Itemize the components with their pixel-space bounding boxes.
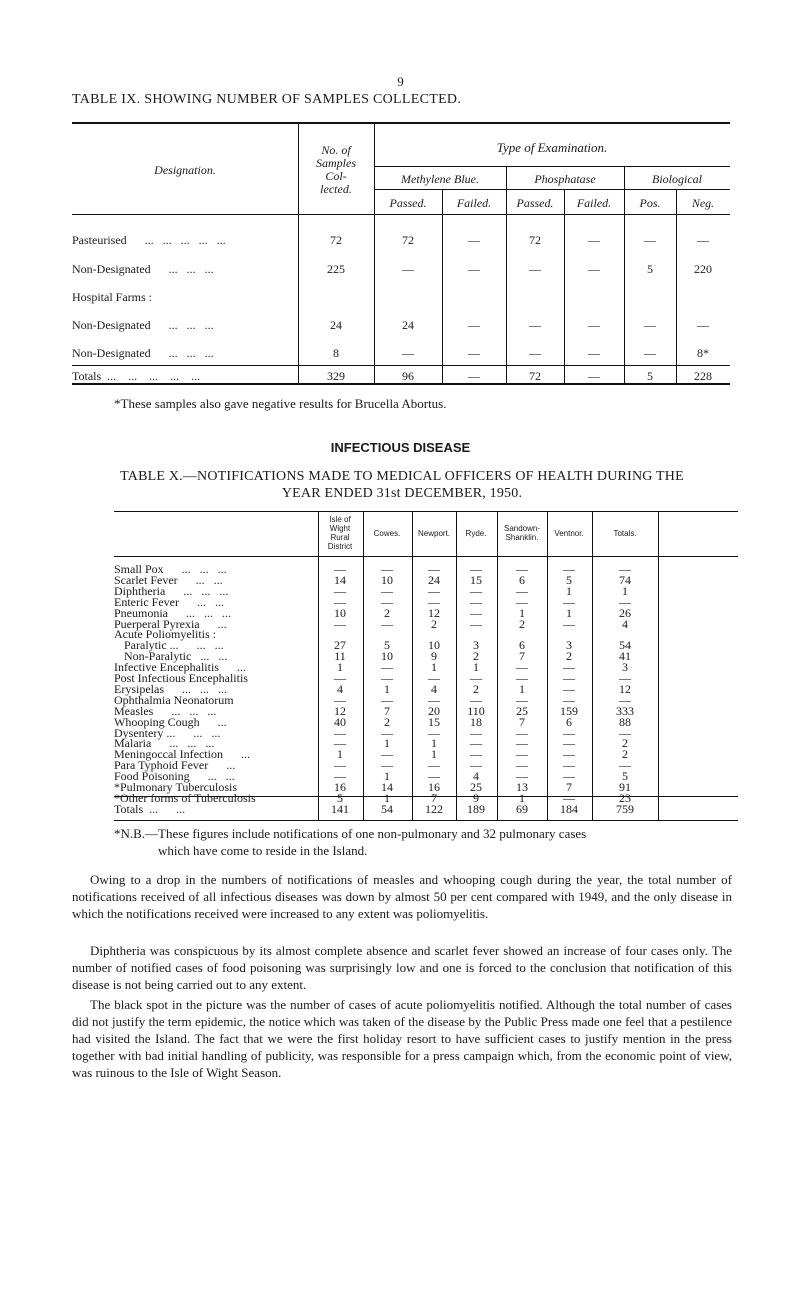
table9-row-cell: — (529, 346, 541, 360)
table10-row-cell: — (428, 671, 440, 685)
table9-row-cell: — (697, 318, 709, 332)
table9-footnote: *These samples also gave negative results for Brucella Abortus. (114, 396, 447, 411)
table10-row-cell: 15 (470, 572, 482, 587)
table10-row-cell: — (470, 605, 482, 620)
table10-note: *N.B.—These figures include notifications of one non-pulmonary and 32 pulmonary cases which have come to reside in the Island. (114, 826, 587, 858)
table10-row-label: Scarlet Fever ... ... (114, 572, 223, 587)
table10-vrule (318, 511, 319, 821)
table9-row-cell: — (468, 233, 480, 247)
table10-row-cell: 12 (619, 681, 631, 696)
table10-row-cell: 15 (428, 714, 440, 729)
table10-row-cell: — (470, 692, 482, 707)
table10-row-cell: 333 (616, 703, 634, 718)
table10-row-cell: 6 (519, 638, 525, 653)
table10-row-label: *Other forms of Tuberculosis (114, 790, 256, 805)
table10-totals-cell: 122 (425, 802, 443, 816)
table10-row-cell: — (516, 725, 528, 740)
table10-row-cell: — (563, 736, 575, 751)
table10-row-cell: 12 (334, 703, 346, 718)
table10-row-cell: 11 (334, 649, 346, 664)
table10-row-cell: 10 (428, 638, 440, 653)
table10-row-cell: — (563, 681, 575, 696)
table10-row-cell: 1 (566, 583, 572, 598)
table10-row-label: Para Typhoid Fever ... (114, 758, 236, 773)
table10-row-cell: — (334, 583, 346, 598)
table9-row-cell: — (468, 318, 480, 332)
table10-vrule (497, 511, 498, 821)
table9-vrule (676, 189, 677, 384)
table10-row-cell: 7 (519, 714, 525, 729)
table10-totals-cell: 141 (331, 802, 349, 816)
table10-row-cell: 9 (473, 790, 479, 805)
table9-top-rule (72, 122, 730, 124)
table10-row-cell: — (563, 790, 575, 805)
table10-row-cell: 1 (337, 747, 343, 762)
methylene-blue-header: Methylene Blue. (401, 172, 479, 186)
table10-row-cell: — (516, 583, 528, 598)
table9-row-cell: 225 (327, 262, 345, 276)
table10-row-label: Infective Encephalitis ... (114, 660, 246, 675)
table10-row-cell: — (516, 692, 528, 707)
table9-row-cell: — (588, 262, 600, 276)
table9-totals-cell: — (588, 369, 600, 383)
table10-row-cell: 25 (516, 703, 528, 718)
samples-header: No. of Samples Col- lected. (316, 143, 356, 196)
table10-row-cell: 18 (470, 714, 482, 729)
table10-row-label: Pneumonia ... ... ... (114, 605, 231, 620)
table9-title: TABLE IX. SHOWING NUMBER OF SAMPLES COLLECTED. (72, 92, 462, 107)
table10-row-label: Erysipelas ... ... ... (114, 681, 227, 696)
table10-row-cell: — (334, 725, 346, 740)
table10-row-cell: 7 (566, 780, 572, 794)
table10-row-cell: 40 (334, 714, 346, 729)
table10-row-cell: 1 (519, 605, 525, 620)
table10-row-cell: 41 (619, 649, 631, 664)
table10-row-label: Whooping Cough ... (114, 714, 227, 729)
table9-row-label: Pasteurised ... ... ... ... ... (72, 233, 226, 247)
table10-vrule (658, 511, 659, 821)
table10-vrule (363, 511, 364, 821)
phosphatase-header: Phosphatase (534, 172, 596, 186)
table10-row-cell: 3 (473, 638, 479, 653)
table9-row-cell: 5 (647, 262, 653, 276)
table10-totals-cell: 69 (516, 802, 528, 816)
table10-row-cell: — (516, 671, 528, 685)
table10-row-cell: — (381, 747, 393, 762)
table10-row-cell: — (470, 583, 482, 598)
table10-row-cell: 110 (467, 703, 485, 718)
table10-row-cell: — (334, 594, 346, 609)
table10-row-label: Ophthalmia Neonatorum (114, 692, 234, 707)
designation-header: Designation. (154, 163, 216, 177)
table10-title: TABLE X.—NOTIFICATIONS MADE TO MEDICAL OFFICERS OF HEALTH DURING THE YEAR ENDED 31st DECEMBER, 1950. (120, 469, 684, 501)
table10-row-cell: 14 (381, 780, 393, 794)
table10-row-cell: — (334, 616, 346, 631)
table10-row-cell: 4 (431, 681, 437, 696)
table10-row-cell: — (381, 594, 393, 609)
table10-row-cell: 10 (381, 649, 393, 664)
bio-neg-header: Neg. (691, 196, 715, 210)
table10-row-cell: — (334, 769, 346, 784)
table10-row-cell: — (516, 594, 528, 609)
table9-totals-cell: 5 (647, 369, 653, 383)
table10-row-cell: — (381, 758, 393, 773)
table10-row-cell: 4 (337, 681, 343, 696)
table10-row-cell: — (470, 736, 482, 751)
table9-totals-cell: 228 (694, 369, 712, 383)
table9-row-cell: 8* (697, 346, 709, 360)
table10-row-cell: — (516, 758, 528, 773)
table10-row-label: Enteric Fever ... ... (114, 594, 224, 609)
table10-row-cell: 24 (428, 572, 440, 587)
table9-row-label: Hospital Farms : (72, 290, 152, 304)
table9-row-label: Non-Designated ... ... ... (72, 346, 214, 360)
table10-column-header: Newport. (417, 528, 450, 538)
table10-row-cell: — (563, 616, 575, 631)
table10-row-cell: 1 (431, 736, 437, 751)
table10-row-cell: — (381, 616, 393, 631)
table10-row-cell: — (428, 594, 440, 609)
table9-vrule (374, 124, 375, 384)
table10-row-cell: 9 (431, 649, 437, 664)
table10-row-cell: 88 (619, 714, 631, 729)
table10-row-cell: 5 (566, 572, 572, 587)
table9-row-cell: 220 (694, 262, 712, 276)
paragraph-3: The black spot in the picture was the number of cases of acute poliomyelitis notified. Although the total number of cases did not justify the term epidemic, the notice which was taken of the disease by the Public Press made one feel that a pestilence had visited the Island. The fact that we were the first holiday resort to have sufficient cases to justify mention in the press together with bad initial handling of publicity, was responsible for a press campaign which, from the economic point of view, was ruinous to the Isle of Wight Season. (72, 997, 732, 1080)
table10-vrule (592, 511, 593, 821)
table10-row-cell: 26 (619, 605, 631, 620)
table9-row-label: Non-Designated ... ... ... (72, 262, 214, 276)
table10-row-cell: — (428, 758, 440, 773)
table9-row-cell: 72 (529, 233, 541, 247)
table10-row-cell: 2 (473, 649, 479, 664)
ph-passed-header: Passed. (516, 196, 554, 210)
table10-row-cell: 74 (619, 572, 631, 587)
table10-column-header: Isle of Wight Rural District (327, 515, 353, 551)
table10-row-label: Malaria ... ... ... (114, 736, 215, 751)
table10-row-cell: — (428, 583, 440, 598)
table10-row-cell: — (563, 747, 575, 762)
table9-totals-cell: — (468, 369, 480, 383)
table10-row-cell: — (334, 562, 346, 576)
table10-row-cell: 12 (428, 605, 440, 620)
table10-row-label: Diphtheria ... ... ... (114, 583, 229, 598)
table10-column-header: Cowes. (373, 528, 401, 538)
paragraph-2: Diphtheria was conspicuous by its almost complete absence and scarlet fever showed an increase of four cases only. The number of notified cases of food poisoning was surprisingly low and one is forced to the conclusion that notification of this disease is not being carried out to any extent. (72, 943, 732, 992)
table10-row-cell: — (619, 758, 631, 773)
table10-row-cell: 25 (470, 780, 482, 794)
table10-column-header: Ventnor. (554, 528, 584, 538)
table9-row-cell: — (529, 318, 541, 332)
table9-hrule (374, 166, 730, 167)
table10-row-cell: 4 (473, 769, 479, 784)
table10-row-label: Post Infectious Encephalitis (114, 671, 248, 685)
table10-row-cell: 4 (622, 616, 628, 631)
table10-row-label: Paralytic ... ... ... (124, 638, 224, 653)
table9-row-cell: 72 (402, 233, 414, 247)
table10-row-cell: — (516, 562, 528, 576)
table10-row-cell: — (470, 562, 482, 576)
table10-row-label: Dysentery ... ... ... (114, 725, 221, 740)
table10-row-cell: — (381, 583, 393, 598)
table9-totals-label: Totals ... ... ... ... ... (72, 369, 201, 383)
table10-row-cell: — (470, 747, 482, 762)
table10-totals-cell: 189 (467, 802, 485, 816)
table10-row-cell: — (470, 594, 482, 609)
type-of-examination-header: Type of Examination. (496, 140, 608, 155)
table10-totals-cell: 184 (560, 802, 578, 816)
table9-row-cell: — (402, 262, 414, 276)
table10-row-label: Non-Paralytic ... ... (124, 649, 228, 664)
table10-row-cell: — (381, 692, 393, 707)
table10-row-cell: — (334, 758, 346, 773)
table10-row-cell: 1 (384, 769, 390, 784)
table10-row-cell: 20 (428, 703, 440, 718)
table10-row-cell: — (381, 660, 393, 675)
table9-totals-cell: 329 (327, 369, 345, 383)
biological-header: Biological (652, 172, 702, 186)
table10-row-cell: — (334, 671, 346, 685)
table9-row-cell: — (588, 346, 600, 360)
table10-row-cell: — (428, 725, 440, 740)
table10-row-cell: — (563, 671, 575, 685)
table9-row-cell: 72 (330, 233, 342, 247)
table9-row-cell: 8 (333, 346, 339, 360)
table10-row-cell: 2 (622, 736, 628, 751)
table9-row-cell: — (588, 318, 600, 332)
page-number: 9 (397, 74, 404, 89)
table10-row-cell: 16 (428, 780, 440, 794)
infectious-disease-heading: INFECTIOUS DISEASE (330, 440, 471, 455)
table10-header-rule (114, 556, 738, 557)
table10-row-cell: 7 (519, 649, 525, 664)
table10-row-cell: — (619, 562, 631, 576)
mb-passed-header: Passed. (389, 196, 427, 210)
table10-row-cell: 1 (384, 790, 390, 805)
table10-column-header: Sandown- Shanklin. (503, 524, 541, 542)
table10-row-cell: 1 (431, 660, 437, 675)
table9-header-rule (72, 214, 730, 215)
table10-totals-cell: 54 (381, 802, 393, 816)
table10-row-cell: 1 (384, 681, 390, 696)
table9-row-cell: — (588, 233, 600, 247)
table10-row-cell: — (619, 725, 631, 740)
table9-totals-cell: 72 (529, 369, 541, 383)
table10-row-cell: 1 (473, 660, 479, 675)
table9-row-cell: — (644, 346, 656, 360)
table9-row-cell: — (644, 318, 656, 332)
table10-row-cell: 91 (619, 780, 631, 794)
table10-row-cell: — (334, 736, 346, 751)
table10-row-cell: — (381, 671, 393, 685)
table10-row-cell: 3 (566, 638, 572, 653)
table10-row-cell: — (516, 660, 528, 675)
table10-top-rule (114, 511, 738, 512)
table10-row-cell: 3 (622, 660, 628, 675)
table10-row-label: Acute Poliomyelitis : (114, 627, 216, 642)
table10-row-cell: 159 (560, 703, 578, 718)
table10-row-cell: 10 (334, 605, 346, 620)
table10-row-cell: — (470, 758, 482, 773)
table10-row-cell: — (381, 562, 393, 576)
table10-row-cell: — (428, 562, 440, 576)
table10-row-cell: 7 (384, 703, 390, 718)
table9-vrule (442, 189, 443, 384)
table10-row-cell: 1 (519, 681, 525, 696)
table10-vrule (547, 511, 548, 821)
table9-row-cell: — (468, 346, 480, 360)
table10-row-cell: 2 (473, 681, 479, 696)
table9-row-cell: — (697, 233, 709, 247)
table10-row-label: Small Pox ... ... ... (114, 562, 227, 576)
table10-row-cell: 54 (619, 638, 631, 653)
table10-row-cell: 1 (566, 605, 572, 620)
table10-row-cell: — (470, 671, 482, 685)
table9-row-cell: 24 (402, 318, 414, 332)
table10-row-cell: 16 (334, 780, 346, 794)
table10-row-label: Meningoccal Infection ... (114, 747, 250, 762)
table10-row-cell: — (334, 692, 346, 707)
table10-row-cell: 1 (519, 790, 525, 805)
table10-row-cell: 1 (622, 583, 628, 598)
table10-vrule (412, 511, 413, 821)
table10-row-cell: 7 (431, 790, 437, 805)
table10-row-cell: 23 (619, 790, 631, 805)
table10-row-cell: 2 (566, 649, 572, 664)
table9-totals-rule (72, 365, 730, 366)
table10-row-cell: — (428, 692, 440, 707)
table10-column-header: Totals. (613, 528, 637, 538)
table9-row-cell: — (644, 233, 656, 247)
table10-row-cell: — (563, 758, 575, 773)
mb-failed-header: Failed. (456, 196, 492, 210)
table10-row-cell: 2 (384, 714, 390, 729)
table10-row-label: Measles ... ... ... (114, 703, 217, 718)
table10-row-cell: — (563, 769, 575, 784)
table10-row-cell: — (563, 725, 575, 740)
table10-row-cell: — (619, 671, 631, 685)
paragraph-1: Owing to a drop in the numbers of notifications of measles and whooping cough during the year, the total number of notifications received of all infectious diseases was down by almost 50 per cent compared with 1949, and the only disease in which the notifications received were increased to any extent was poliomyelitis. (72, 872, 732, 921)
table10-row-cell: 14 (334, 572, 346, 587)
table10-row-cell: 10 (381, 572, 393, 587)
table10-totals-label: Totals ... ... (114, 802, 186, 816)
table10-row-cell: 13 (516, 780, 528, 794)
table10-row-cell: 2 (519, 616, 525, 631)
table10-row-cell: — (516, 747, 528, 762)
table10-column-header: Ryde. (465, 528, 487, 538)
table10-row-cell: 5 (384, 638, 390, 653)
table10-row-cell: 1 (384, 736, 390, 751)
table10-row-cell: 5 (337, 790, 343, 805)
table10-row-cell: 6 (566, 714, 572, 729)
table9-row-cell: — (529, 262, 541, 276)
table10-row-cell: — (381, 725, 393, 740)
table10-row-label: Food Poisoning ... ... (114, 769, 235, 784)
table10-row-cell: 1 (431, 747, 437, 762)
table10-bottom-rule (114, 820, 738, 821)
bio-pos-header: Pos. (639, 196, 661, 210)
ph-failed-header: Failed. (576, 196, 612, 210)
table10-totals-cell: 759 (616, 802, 634, 816)
table10-row-cell: 2 (384, 605, 390, 620)
table10-row-cell: 5 (622, 769, 628, 784)
table10-row-cell: — (563, 594, 575, 609)
table10-row-cell: — (563, 660, 575, 675)
table10-row-cell: — (470, 725, 482, 740)
table9-vrule (564, 189, 565, 384)
table10-row-cell: — (563, 692, 575, 707)
table10-row-label: Puerperal Pyrexia ... (114, 616, 227, 631)
table9-totals-cell: 96 (402, 369, 414, 383)
table9-row-cell: 24 (330, 318, 342, 332)
table10-row-label: *Pulmonary Tuberculosis (114, 780, 238, 794)
table9-row-cell: — (468, 262, 480, 276)
table10-row-cell: 2 (622, 747, 628, 762)
table9-row-cell: — (402, 346, 414, 360)
table10-row-cell: — (470, 616, 482, 631)
table10-row-cell: 1 (337, 660, 343, 675)
table10-row-cell: — (563, 562, 575, 576)
table10-row-cell: — (619, 594, 631, 609)
table10-row-cell: 2 (431, 616, 437, 631)
table10-row-cell: 6 (519, 572, 525, 587)
table10-row-cell: 27 (334, 638, 346, 653)
table10-row-cell: — (428, 769, 440, 784)
table10-row-cell: — (516, 736, 528, 751)
table9-row-label: Non-Designated ... ... ... (72, 318, 214, 332)
table10-row-cell: — (619, 692, 631, 707)
table10-row-cell: — (516, 769, 528, 784)
